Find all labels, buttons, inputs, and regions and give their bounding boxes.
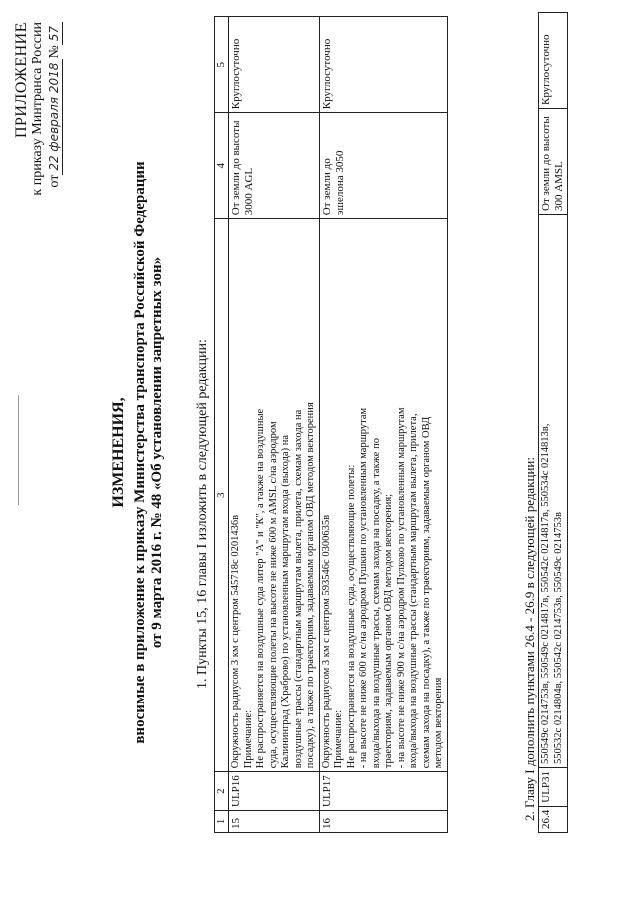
description-line: - на высоте не ниже 600 м с/на аэродром Пушкин по установленным маршрутам xyxy=(358,407,369,769)
zone-time: Круглосуточно xyxy=(319,17,447,113)
zone-description xyxy=(229,219,320,772)
document-title: ИЗМЕНЕНИЯ, xyxy=(110,397,127,508)
zone-code: ULP16 xyxy=(229,772,320,811)
table-row xyxy=(319,17,447,833)
description-line: Не распространяется на воздушные суда, осуществляющие полеты: xyxy=(345,464,357,769)
scan-margin-line xyxy=(18,395,19,505)
section-2-heading: 2. Главу I дополнить пунктами 26.4 - 26.9 в следующей редакции: xyxy=(522,457,537,821)
approval-from-label: от xyxy=(47,174,62,188)
approval-title: ПРИЛОЖЕНИЕ xyxy=(13,22,30,139)
table-header-cell: 5 xyxy=(215,17,229,113)
table-row xyxy=(229,17,320,833)
document-subtitle-line2: от 9 марта 2016 г. № 48 «Об установлении запретных зон» xyxy=(149,256,165,649)
table-header-cell: 1 xyxy=(215,811,229,833)
description-line: Окружность радиусом 3 км с центром 593546с 0300635в xyxy=(320,514,332,769)
approval-date-handwritten: 22 февраля 2018 xyxy=(46,59,63,175)
table-header-cell: 2 xyxy=(215,772,229,811)
zone-coordinates xyxy=(539,214,568,767)
row-number: 15 xyxy=(229,811,320,833)
coordinates-line: 550532с 0214804в, 550542с 0214753в, 550549с 0214753в xyxy=(552,511,564,764)
description-line: Примечание: xyxy=(242,709,254,769)
description-line: Калининград (Храброво) по установленным маршрутам входа (выхода) на xyxy=(280,435,291,769)
description-line: Не распространяется на воздушные суда литер "А" и "К", а также на воздушные xyxy=(255,408,266,769)
table-row xyxy=(539,12,568,832)
table-header-row xyxy=(215,17,229,833)
row-number: 16 xyxy=(319,811,447,833)
zone-code: ULP31 xyxy=(539,767,568,806)
restricted-zones-table-1 xyxy=(214,16,448,833)
zone-time: Круглосуточно xyxy=(229,17,320,113)
zone-time: Круглосуточно xyxy=(539,12,568,108)
approval-date-line xyxy=(46,22,63,282)
description-line: входа/выхода на воздушные трассы (стандартным маршрутам вылета, прилета, xyxy=(408,413,419,769)
row-number: 26.4 xyxy=(539,806,568,832)
zone-height-limits: От земли до высоты 300 AMSL xyxy=(539,108,568,214)
zone-height-limits: От земли до высоты 3000 AGL xyxy=(229,113,320,219)
approval-number-handwritten: 57 xyxy=(46,22,63,45)
description-line: посадку), а также по траекториям, задаваемым органом ОВД методом векторения xyxy=(305,402,316,769)
section-1-heading: 1. Пункты 15, 16 главы I изложить в следующей редакции: xyxy=(195,339,210,689)
approval-number-label: № xyxy=(47,45,62,59)
document-subtitle-line1: вносимые в приложение к приказу Министерства транспорта Российской Федерации xyxy=(132,161,148,744)
restricted-zones-table-2 xyxy=(538,12,568,833)
table-header-cell: 4 xyxy=(215,113,229,219)
description-line: воздушные трассы (стандартным маршрутам вылета, прилета, схемам захода на xyxy=(292,409,304,769)
zone-code: ULP17 xyxy=(319,772,447,811)
description-line: Примечание: xyxy=(333,709,344,769)
coordinates-line: 550549с 0214753в, 550549с 0214817в, 550542с 0214817в, 550534с 0214813в, xyxy=(540,423,551,764)
zone-description xyxy=(319,219,447,772)
description-line: методом векторения xyxy=(433,677,444,769)
zone-height-limits: От земли до эшелона 3050 xyxy=(319,113,447,219)
table-header-cell: 3 xyxy=(215,219,229,772)
description-line: суда, осуществляющие полеты на высоте не ниже 600 м AMSL с/на аэродром xyxy=(267,421,279,769)
approval-block xyxy=(14,22,63,282)
approval-order-line: к приказу Минтранса России xyxy=(30,22,45,196)
description-line: - на высоте не ниже 900 м с/на аэродром Пулково по установленным маршрутам xyxy=(395,407,407,769)
description-line: схемам захода на посадку), а также по траекториям, задаваемым органом ОВД xyxy=(420,416,432,769)
description-line: входа/выхода на воздушные трассы, схемам захода на посадку, а также по xyxy=(370,438,382,769)
description-line: Окружность радиусом 3 км с центром 545718с 0201436в xyxy=(230,514,241,769)
description-line: траекториям, задаваемым органом ОВД методом векторения; xyxy=(383,493,394,769)
